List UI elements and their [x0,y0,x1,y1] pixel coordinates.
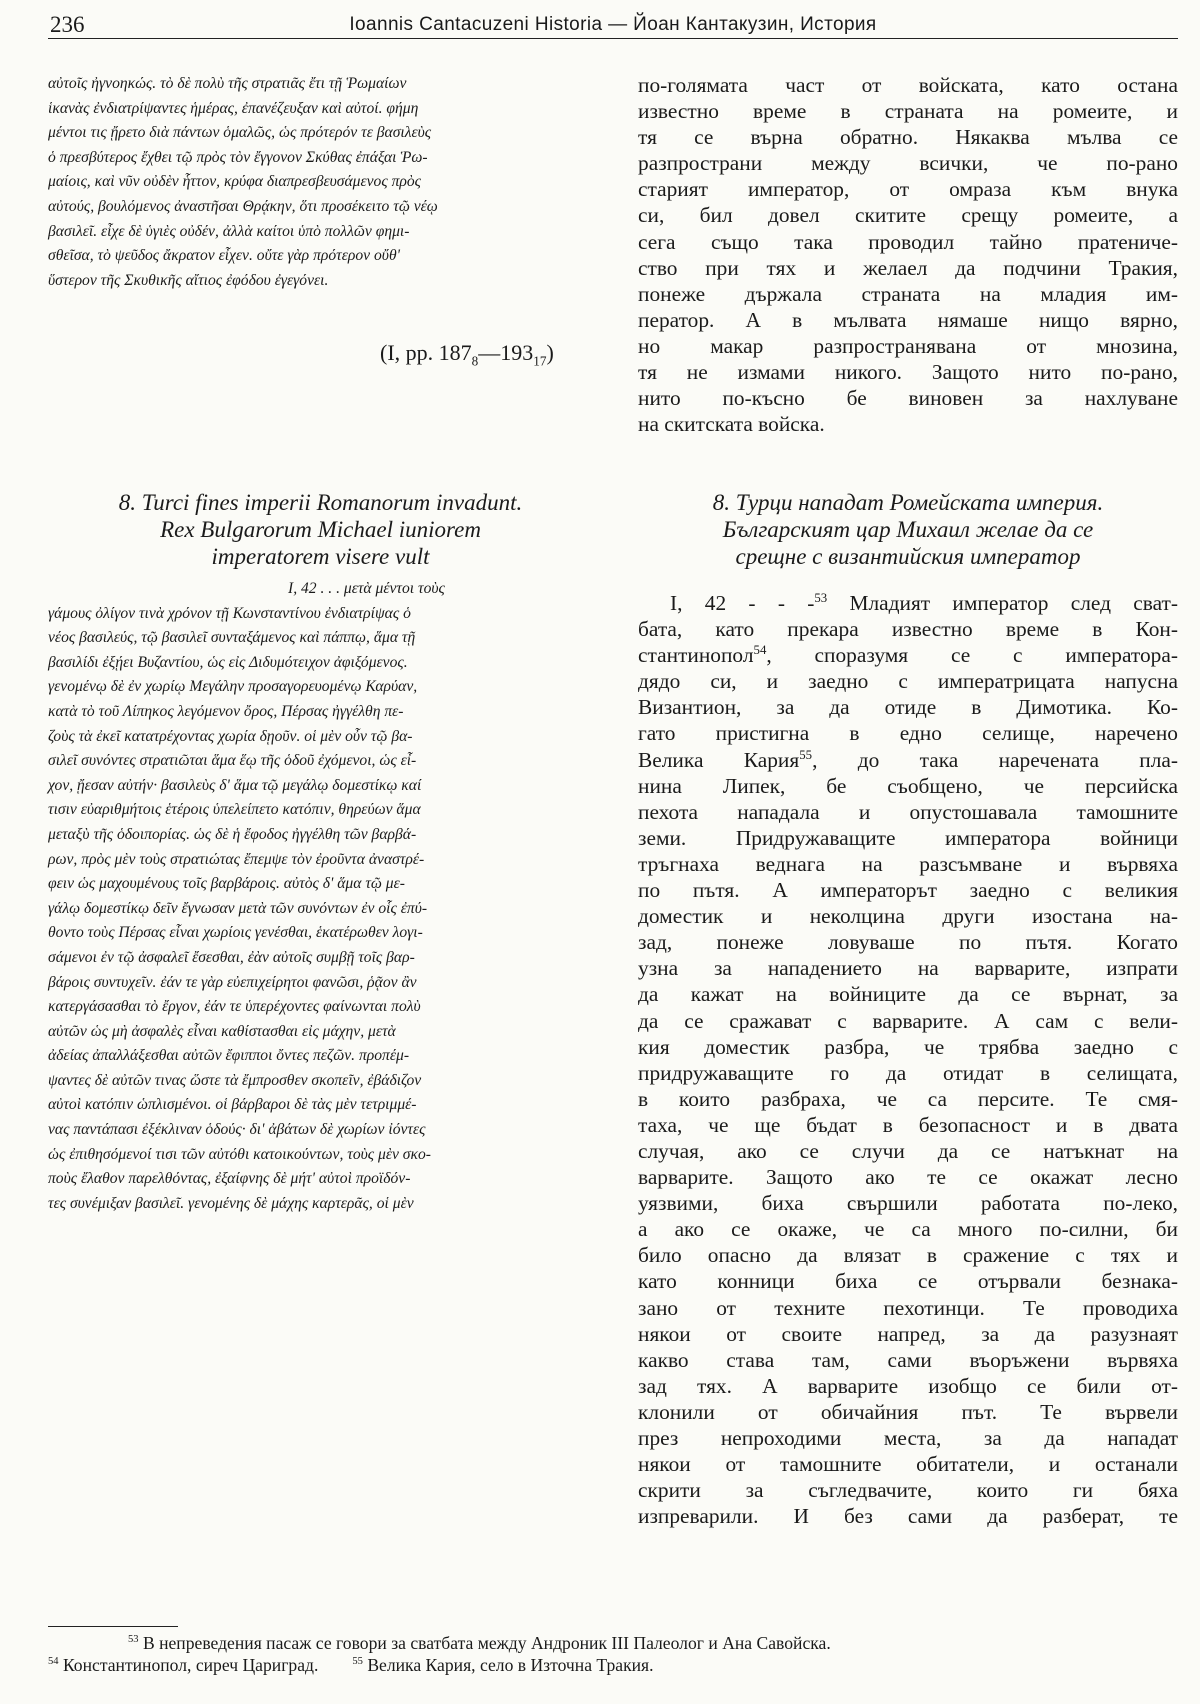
text-line: било опасно да влязат в сражение с тях и [638,1243,1178,1268]
section-heading-latin [48,489,593,570]
text-line: през непроходими места, за да нападат [638,1426,1178,1450]
heading-line: Rex Bulgarorum Michael iuniorem [160,517,481,542]
text-line: клонили от обичайния път. Те вървели [638,1399,1178,1424]
text-line: някои от своите напред, за да разузнаят [638,1321,1178,1346]
text-line: по-голямата част от войската, като остана [638,73,1178,97]
text-line: τες συνέμιξαν βασιλεῖ. γενομένης δὲ μάχης καρτερᾶς, οἱ μὲν [48,1194,414,1212]
bulgarian-text-main [638,590,1178,1529]
text-line: θοντο τοὺς Πέρσας εἶναι χωρίοις γενέσθαι, ἑκατέρωθεν λογι- [48,924,423,942]
text-line: бата, като прекара известно време в Кон- [638,617,1178,642]
text-line: γάλῳ δομεστίκῳ δεῖν ἔγνωσαν μετὰ τῶν συνόντων ἐν οἷς ἐπύ- [48,899,428,917]
text-line: старият император, от омраза към внука [638,177,1178,202]
footnote-53: $^{53}$ В непреведения пасаж се говори за сватбата между Андроник III Палеолог и Ана Савойска. [128,1633,831,1653]
text-line: на скитската войска. [638,412,825,437]
text-line: ὁ πρεσβύτερος ἔχθει τῷ πρὸς τὸν ἔγγονον Σκύθας ἐπάξαι Ῥω- [48,148,428,166]
text-line: ператор. А в мълвата нямаше нищо вярно, [638,307,1178,332]
text-line: какво става там, сами въоръжени вървяха [638,1347,1178,1372]
text-line: μέντοι τις ᾔρετο διὰ πάντων ὁμαλῶς, ὡς πρότερόν τε βασιλεὺς [48,124,432,142]
text-line: а ако се окаже, че са много по-силни, би [638,1217,1178,1242]
text-line: тя се върна обратно. Някаква мълва се [638,125,1178,150]
text-line: сега също така проводил тайно пратеничe- [638,229,1178,254]
text-line: σάμενοι ἐν τῷ ἀσφαλεῖ ἔσεσθαι, ἐὰν αὐτοῖς συμβῇ τοῖς βαρ- [48,948,415,966]
text-line: да кажат на войниците да се върнат, за [638,982,1178,1007]
text-line: да се сражават с варварите. А сам с вели- [638,1008,1178,1033]
text-line: гато пристигна в едно селище, наречено [638,721,1178,746]
text-line: понеже държала страната на младия им- [638,281,1178,306]
text-line: αὐτούς, βουλόμενος ἀναστῆσαι Θρᾴκην, ὅτι προσέκειτο τῷ νέῳ [48,197,438,215]
heading-line: 8. Turci fines imperii Romanorum invadunt. [118,490,523,515]
text-line: μαίοις, καὶ νῦν οὐδὲν ἧττον, κρύφα διαπρεσβευσάμενος πρὸς [48,173,421,191]
text-line: скрити за съгледвачите, които ги бяха [638,1478,1178,1503]
footnotes [48,1632,1178,1676]
text-line: γενομένῳ δὲ ἐν χωρίῳ Μεγάλην προσαγορευομένῳ Καρύαν, [48,678,418,696]
text-line: ὡς ἐπιθησόμενοί τισι τῶν αὐτόθι κατοικούντων, τοὺς μὲν σκο- [48,1145,431,1163]
text-line: доместик и неколцина други изостана на- [638,904,1178,929]
text-line: σιλεῖ συνόντες στρατιῶται ἅμα ἕῳ τῆς ὁδοῦ ἐχόμενοι, ὡς εἶ- [48,752,417,770]
text-line: варварите. Защото ако те се окажат лесно [638,1165,1178,1190]
text-line: като конници биха се отървали безнака- [638,1269,1178,1294]
heading-line: Българският цар Михаил желае да се [722,517,1094,542]
text-line: ὕστερον τῆς Σκυθικῆς αἴτιος ἐφόδου ἐγεγόνει. [48,271,329,289]
text-line: разпространи между всички, че по-рано [638,151,1178,176]
text-line: придружаващите го да отидат в селищата, [638,1060,1178,1085]
footnote-rule [48,1626,178,1627]
footnote-54-55: $^{54}$ Константинопол, сиреч Цариград. $^{55}$ Велика Кария, село в Източна Тракия. [48,1655,654,1675]
text-line: ρων, πρὸς μὲν τοὺς στρατιώτας ἔπεμψε τὸν ἐροῦντα ἀναστρέ- [48,850,425,868]
text-line: дядо си, и заедно с императрицата напусна [638,669,1178,694]
text-line: ство при тях и желаел да подчини Тракия, [638,255,1178,280]
page-number: 236 [50,12,85,37]
text-line: зад, понеже ловуваше по пътя. Когато [638,930,1178,955]
text-line: βασιλίδι ἐξῄει Βυζαντίου, ὡς εἰς Διδυμότειχον ἀφιξόμενος. [48,653,408,671]
footnote-ref: 55 [799,747,813,762]
bulgarian-text-continued [638,773,1178,1530]
text-line: но макар разпространявана от мнозина, [638,333,1178,358]
footnote-ref: 53 [814,590,828,605]
text-line: ζοὺς τὰ ἐκεῖ κατατρέχοντας χωρία δῃοῦν. οἱ μὲν οὖν τῷ βα- [48,727,413,745]
text-line: по пътя. А императорът заедно с великия [638,878,1178,903]
text-line: някои от тамошните обитатели, и останали [638,1452,1178,1477]
text-line: I, 42 . . . μετὰ μέντοι τοὺς [288,580,445,597]
text-line: ἀδείας ἀπαλλάξεσθαι αὐτῶν ἔφιπποι ὄντες πεζῶν. προπέμ- [48,1047,410,1065]
bulgarian-text-top [638,72,1178,437]
text-line: αὐτοὶ κατόπιν ὡπλισμένοι. οἱ βάρβαροι δὲ τὰς μὲν τετριμμέ- [48,1096,417,1114]
running-title: Ioannis Cantacuzeni Historia — Йоан Кантакузин, История [349,14,877,35]
text-line: изпреварили. И без сами да разберат, те [638,1504,1178,1529]
text-line: βάροις συντυχεῖν. ἐάν τε γὰρ εὐεπιχείρητοι φανῶσι, ῥᾷον ἂν [48,973,417,991]
text-line: κατὰ τὸ τοῦ Λίπηκος λεγόμενον ὄρος, Πέρσας ἠγγέλθη πε- [48,702,404,720]
text-line: нина Липек, бе съобщено, че персийска [638,773,1178,798]
text-line: известно време в страната на ромеите, и [638,99,1178,124]
text-line: κατεργάσασθαι τὸ ἔργον, ἐάν τε ὑπερέχοντες φαίνωνται πολὺ [48,998,421,1016]
text-line: φειν ὡς μαχουμένους τοῖς βαρβάροις. αὐτὸς δ' ἅμα τῷ με- [48,875,405,893]
text-line: ψαντες δὲ αὐτῶν τινας ὥστε τὰ ἔμπροσθεν σκοπεῖν, ἐβάδιζον [48,1071,422,1089]
text-line: стантинопол$^{54}$, споразумя се с императора- [638,643,1178,668]
text-line: I, 42 - - -$^{53}$ Младият император след сват- [670,590,1178,615]
text-line: γάμους ὀλίγον τινὰ χρόνον τῇ Κωνσταντίνου ἐνδιατρίψας ὁ [48,604,411,622]
text-line: χον, ᾔεσαν αὐτήν· βασιλεὺς δ' ἅμα τῷ μεγάλῳ δομεστίκῳ καί [48,776,422,794]
text-line: τισιν εὐαριθμήτοις ἑτέροις ὑπελείπετο κατόπιν, θηρεύων ἅμα [48,801,421,819]
text-line: ἱκανὰς ἐνδιατρίψαντες ἡμέρας, ἐπανέζευξαν καὶ αὐτοί. φήμη [48,99,419,117]
text-line: нито по-късно бе виновен за нахлуване [638,386,1178,411]
text-line: μεταξὺ τῆς ὁδοιπορίας. ὡς δὲ ἡ ἔφοδος ἠγγέλθη τῶν βαρβά- [48,825,417,843]
text-line: тя не измами никого. Защото нито по-рано, [638,360,1178,385]
text-line: си, бил довел скитите срещу ромеите, а [638,203,1178,228]
heading-line: 8. Турци нападат Ромейската империя. [712,490,1104,515]
source-citation: (I, pp. $187_8—193_{17}$) [380,340,554,369]
text-line: кия доместик разбра, че трябва заедно с [638,1034,1178,1059]
greek-text-top [48,72,578,293]
text-line: αὐτῶν ὡς μὴ ἀσφαλὲς εἶναι καθίστασθαι εἰς μάχην, μετὰ [48,1022,396,1040]
text-line: νας παντάπασι ἐξέκλιναν ὁδούς· δι' ἀβάτων δὲ χωρίων ἰόντες [48,1121,426,1139]
text-line: σθεῖσα, τὸ ψεῦδος ἄκρατον εἶχεν. οὔτε γὰρ πρότερον οὔθ' [48,247,400,265]
text-line: βασιλεῖ. εἶχε δὲ ὑγιὲς οὐδέν, ἀλλὰ καίτοι ὑπὸ πολλῶν φημι- [48,222,410,240]
section-heading-bulgarian [632,489,1184,570]
text-line: Велика Кария$^{55}$, до така наречената пла- [638,747,1178,772]
text-line: зад тях. А варварите изобщо се били от- [638,1373,1178,1398]
text-line: земи. Придружаващите императора войници [638,825,1178,850]
footnote-ref: 54 [753,643,767,658]
text-line: зано от техните пехотинци. Те проводиха [638,1295,1178,1320]
text-line: ποὺς ἔλαθον παρελθόντας, ἐξαίφνης δὲ μήτ' αὐτοὶ προϊδόν- [48,1170,411,1188]
text-line: случая, ако се случи да се натъкнат на [638,1138,1178,1163]
text-line: таха, че ще бъдат в безопасност и в двата [638,1112,1178,1137]
text-line: узна за нападението на варварите, изпрати [638,956,1178,981]
text-line: αὐτοῖς ἠγνοηκώς. τὸ δὲ πολὺ τῆς στρατιᾶς ἔτι τῇ Ῥωμαίων [48,75,407,92]
greek-text-main [48,577,608,1216]
text-line: пехота нападала и опустошавала тамошните [638,799,1178,824]
text-line: Византион, за да отиде в Димотика. Ко- [638,695,1178,720]
text-line: тръгнаха веднага на разсъмване и вървяха [638,851,1178,876]
running-head [48,8,1178,39]
text-line: в които разбраха, че са персите. Те смя- [638,1086,1178,1111]
heading-line: imperatorem visere vult [211,544,430,569]
text-line: уязвими, биха свършили работата по-леко, [638,1191,1178,1216]
text-line: νέος βασιλεύς, τῷ βασιλεῖ συνταξάμενος καὶ πάππῳ, ἅμα τῇ [48,629,416,647]
heading-line: срещне с византийския император [735,544,1081,569]
